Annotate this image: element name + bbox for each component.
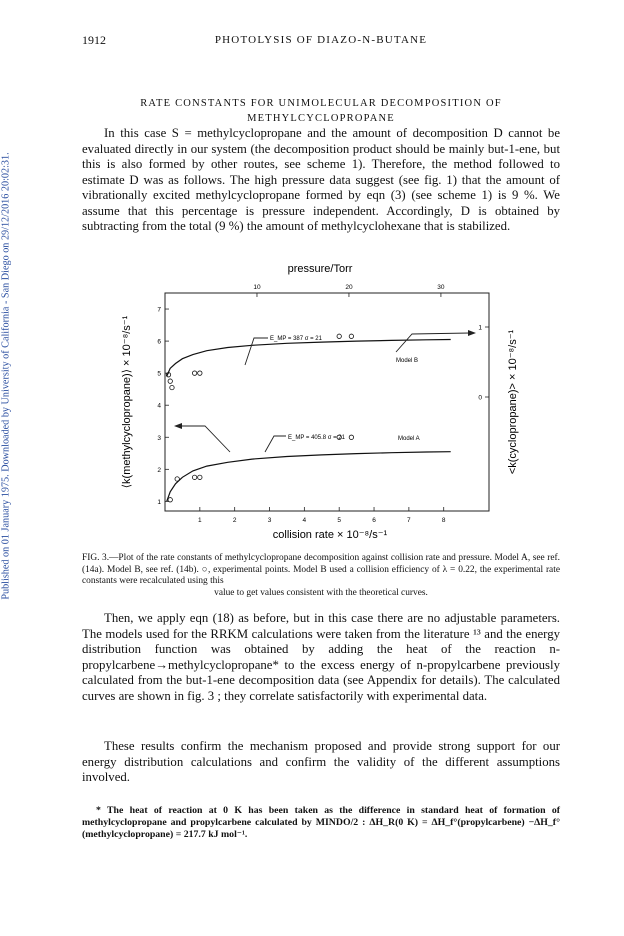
experimental-point: [192, 475, 196, 479]
page-number: 1912: [82, 33, 106, 47]
caption-line1: FIG. 3.—Plot of the rate constants of methylcyclopropane decomposition against collision rate and: [82, 553, 456, 563]
running-title: PHOTOLYSIS OF DIAZO-N-BUTANE: [214, 34, 428, 46]
experimental-point: [192, 371, 196, 375]
model-a-left-leader: [178, 426, 230, 452]
experimental-point: [168, 379, 172, 383]
experimental-point: [349, 435, 353, 439]
experimental-point: [337, 334, 341, 338]
bottom-tick-label: 1: [198, 517, 202, 524]
annotation-a: E_MP = 405.8 σ = 21: [288, 435, 345, 441]
caption-line3: value to get values consistent with the theoretical curves.: [214, 587, 428, 598]
paragraph-1: In this case S = methylcyclopropane and the amount of decomposition D cannot be evaluated directly in our system (the decomposition product should be mainly but-1-ene, but this is also formed by other routes, see scheme 1). Therefore, the method followed to estimate D was as follows. The high pressure data suggest (see fig. 1) that the amount of vibrationally excited methylcyclopropane formed by eqn (3) (see scheme 1) is 9 %. We assume that this percentage is pressure independent. Accordingly, D is obtained by subtracting from the total (9 %) the amount of methylcyclohexane that is stabilized.: [82, 126, 560, 233]
experimental-point: [175, 477, 179, 481]
top-tick-label: 10: [253, 284, 261, 291]
experimental-point: [198, 371, 202, 375]
left-tick-label: 5: [157, 370, 161, 378]
left-tick-label: 4: [157, 402, 161, 410]
top-axis-title: pressure/Torr: [287, 263, 353, 275]
bottom-tick-label: 3: [267, 517, 272, 524]
bottom-tick-label: 5: [337, 517, 342, 524]
section-title-line2: METHYLCYCLOPROPANE: [247, 113, 395, 124]
figure-caption: [82, 553, 560, 599]
annotation-b: E_MP = 387 σ = 21: [270, 336, 322, 342]
top-tick-label: 30: [437, 284, 445, 291]
bottom-tick-label: 7: [407, 517, 411, 524]
left-tick-label: 1: [157, 498, 161, 506]
experimental-point: [168, 498, 172, 502]
section-title-line1: RATE CONSTANTS FOR UNIMOLECULAR DECOMPOSITION OF: [140, 98, 502, 109]
plot-frame: [165, 293, 489, 511]
axis-ticks: [165, 293, 489, 511]
paragraph-2: Then, we apply eqn (18) as before, but in this case there are no adjustable parameters. The models used for the RRKM calculations were taken from the literature ¹³ and the energy distribution function was obtained by adding the heat of the reaction n-propylcarbene→methylcyclopropane* to the excess energy of n-propylcarbene previously calculated from the but-1-ene decomposition data (see Appendix for details). The calculated curves are shown in fig. 3 ; they correlate satisfactorily with experimental data.: [82, 611, 560, 703]
annotation-b-leader: [245, 338, 268, 365]
paragraph-3: These results confirm the mechanism proposed and provide strong support for our energy distribution calculations and confirm the validity of the different assumptions involved.: [82, 739, 560, 784]
bottom-tick-label: 6: [372, 517, 376, 524]
left-tick-label: 3: [157, 434, 161, 442]
model-a-left-arrowhead: [174, 423, 182, 429]
experimental-points: [166, 334, 353, 502]
model-b-arrowhead: [468, 330, 476, 336]
annotation-a-leader: [265, 436, 286, 452]
model-b-arrow: [396, 333, 470, 352]
experimental-point: [198, 475, 202, 479]
bottom-tick-label: 8: [441, 517, 446, 524]
experimental-point: [170, 385, 174, 389]
caption-line2: pressure. Model A, see ref. (14a). Model B, see ref. (14b). ○, experimental points. Model B used a collision efficiency of λ = 0.22, the experimental rate constants were recalculated using this: [82, 553, 560, 586]
bottom-tick-label: 2: [232, 517, 237, 524]
label-model-a: Model A: [398, 436, 420, 442]
experimental-point: [349, 334, 353, 338]
right-tick-label: 1: [478, 324, 482, 332]
left-tick-label: 2: [157, 466, 161, 474]
download-notice-text: Published on 01 January 1975. Downloaded by University of California - San Diego on 29/12/2016 20:02:31.: [0, 152, 12, 600]
label-model-b: Model B: [396, 358, 419, 364]
axis-tick-labels: [157, 284, 482, 524]
bottom-axis-title: collision rate × 10⁻⁸/s⁻¹: [272, 529, 388, 541]
right-tick-label: 0: [478, 394, 482, 402]
left-axis-title: ⟨k(methylcyclopropane)⟩ × 10⁻⁸/s⁻¹: [121, 315, 133, 489]
right-axis-title: <k(cyclopropane)> × 10⁻⁸/s⁻¹: [507, 329, 519, 475]
footnote: * The heat of reaction at 0 K has been taken as the difference in standard heat of formation of methylcyclopropane and propylcarbene calculated by MINDO/2 : ΔH_R(0 K) = ΔH_f°(propylcarbene) −ΔH_f°(methylcyclopropane) = 217.7 kJ mol⁻¹.: [82, 805, 560, 840]
curve-model-a: [167, 452, 451, 502]
left-tick-label: 6: [157, 338, 161, 346]
top-tick-label: 20: [345, 284, 353, 291]
bottom-tick-label: 4: [302, 517, 307, 524]
left-tick-label: 7: [157, 306, 161, 314]
